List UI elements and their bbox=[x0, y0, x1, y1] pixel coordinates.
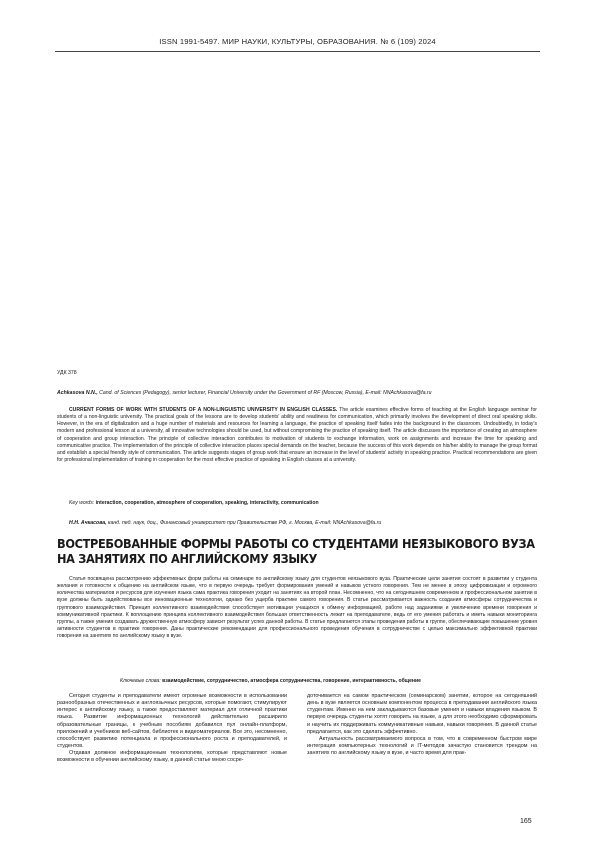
abstract-en bbox=[57, 407, 537, 464]
author-name-ru: Н.Н. Ачкасова, bbox=[69, 520, 107, 526]
header-divider bbox=[55, 51, 540, 52]
udk-code: УДК 378 bbox=[57, 370, 77, 376]
body-column-left bbox=[57, 693, 287, 765]
page-number: 165 bbox=[520, 818, 532, 825]
body-column-right bbox=[307, 693, 537, 765]
author-info-ru bbox=[57, 520, 549, 527]
author-details-ru: канд. пед. наук, доц., Финансовый университет при Правительстве РФ, г. Москва, E-mail: NNAchkasova@fa.ru bbox=[106, 520, 382, 526]
body-paragraph: Сегодня студенты и преподаватели имеют огромные возможности в использовании разнообразных отечественных и англоязычных ресурсов, которые помогают, стимулируют интерес к английскому языку, а также предоставляют материал для отличной практики языка. Развитие информационных технологий действительно расширило образовательные границы, к учебным пособиям добавился пул онлайн-платформ, приложений и учебников веб-сайтов, библиотек и видеоматериалов. Все это, несомненно, способствует развитию потенциала и профессионального роста и преподавателей, и студентов. bbox=[57, 693, 287, 750]
author-name-en: Achkasova N.N., bbox=[57, 390, 98, 396]
keywords-label-ru: Ключевые слова: bbox=[120, 678, 163, 684]
body-paragraph: Актуальность рассматриваемого вопроса в том, что в современном быстром мире интеграция компьютерных технологий и IT-методов зачастую становится трендом на занятиях по английскому языку в вузе, и часто время для прак- bbox=[307, 735, 537, 757]
abstract-text-en: The article examines effective forms of teaching at the English language seminar for students of a non-linguistic university. The practical goals of the lessons are to develop students' ability and readiness for communication, which primarily involves the development of direct oral speaking skills. However, in the era of digitalization and a huge number of materials and resources for learning a language, the practice of speaking itself fades into the background in the classroom. Undoubtedly, in today's modern and professional lesson at a university, all innovative technologies should be used, but without compromising the practice of speaking itself. The article discusses the importance of creating an atmosphere of cooperation and group interaction. The principle of collective interaction contributes to motivation of students to exchange information, work on assignments and increase the time for speaking and communicative practice. The implementation of the principle of collective interaction places special demands on the teacher, because the success of this work depends on his/her ability to manage the group format and establish a special friendly style of communication. The article suggests stages of group work that ensure an increase in the level of students' activity in speaking practice. Practical recommendations are given for professional implementation of training in cooperation for the most effective practice of speaking in English classes at a university. bbox=[57, 407, 537, 464]
author-info-en bbox=[57, 390, 537, 397]
body-paragraph: доточивается на самом практическом (семинарском) занятии, которое на сегодняшний день в вузе является основным компонентом процесса в преподавании английского языка студентам. Именно на нем закладываются базовые умения и навыки владения языком. В первую очередь студенты хотят говорить на языке, а для этого необходимо сформировать и научить их поддерживать коммуникативные навыки, навыки говорения. В данной статье предлагается, как это сделать эффективно. bbox=[307, 693, 537, 735]
article-title-ru: ВОСТРЕБОВАННЫЕ ФОРМЫ РАБОТЫ СО СТУДЕНТАМИ НЕЯЗЫКОВОГО ВУЗА НА ЗАНЯТИЯХ ПО АНГЛИЙСКОМУ ЯЗЫКУ bbox=[57, 537, 535, 566]
running-header: ISSN 1991-5497. МИР НАУКИ, КУЛЬТУРЫ, ОБРАЗОВАНИЯ. № 6 (109) 2024 bbox=[159, 37, 436, 46]
body-columns bbox=[57, 693, 537, 765]
keywords-en bbox=[57, 500, 549, 507]
keywords-ru bbox=[57, 678, 595, 685]
abstract-ru: Статья посвящена рассмотрению эффективных форм работы на семинаре по английскому языку для студентов неязыкового вуза. Практические цели занятия состоят в развитии у студента желания и готовности к общению на английском языке, что в первую очередь требует формирования умений и навыков устного говорения. Тем не менее в эпоху цифровизации и огромного количества материалов и ресурсов для изучения языка сама практика говорения уходит на занятиях на второй план. Несомненно, что на сегодняшнем современном и профессиональном занятии в вузе должны быть задействованы все инновационные технологии, однако без ущерба практике самого говорения. В статье рассматривается важность создания атмосферы сотрудничества и группового взаимодействия. Принцип коллективного взаимодействия способствует мотивации учащихся к обмену информацией, работе над заданиями и увеличению времени говорения и коммуникативной практики. К воплощению принципа коллективного взаимодействия большая ответственность лежит на преподавателе, ведь от его умения работать и иметь навыки мониторинга группы, а также умения создавать дружественную атмосферу зависит результат успех данной работы. В статье предлагаются этапы проведения работы в группе, обеспечивающие повышение уровня активности студентов в практике говорения. Даны практические рекомендации для профессионального проведения обучения в сотрудничестве с целью максимально эффективной практики говорения на занятиях по английскому языку в вузе. bbox=[57, 576, 537, 640]
keywords-value-ru: взаимодействие, сотрудничество, атмосфера сотрудничества, говорение, интерактивность, общение bbox=[162, 678, 421, 684]
keywords-label-en: Key words: bbox=[69, 500, 96, 506]
author-details-en: Cand. of Sciences (Pedagogy), senior lecturer, Financial University under the Government of RF (Moscow, Russia), E-mail: NNAchkasova@fa.ru bbox=[97, 390, 432, 396]
keywords-value-en: interaction, cooperation, atmosphere of cooperation, speaking, interactivity, communication bbox=[95, 500, 319, 506]
article-title-en: CURRENT FORMS OF WORK WITH STUDENTS OF A NON-LINGUISTIC UNIVERSITY IN ENGLISH CLASSES. bbox=[69, 407, 338, 413]
body-paragraph: Отдавая должное информационным технологиям, которые представляют новые возможности в обучении английскому языку, в данной статье мною сосре- bbox=[57, 750, 287, 764]
